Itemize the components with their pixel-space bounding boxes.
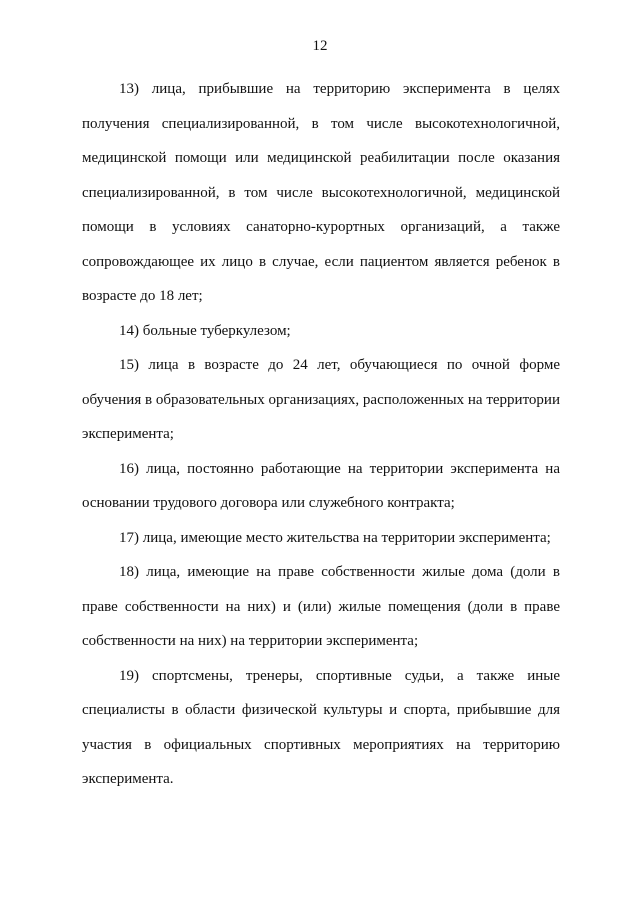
paragraph-item-19: 19) спортсмены, тренеры, спортивные судьи, а также иные специалисты в области физической культуры и спорта, прибывшие для участия в официальных спортивных мероприятиях на территорию эксперимента. xyxy=(82,667,560,787)
paragraph-item-16: 16) лица, постоянно работающие на территории эксперимента на основании трудового договора или служебного контракта; xyxy=(82,460,560,511)
paragraph-item-15: 15) лица в возрасте до 24 лет, обучающиеся по очной форме обучения в образовательных организациях, расположенных на территории эксперимента; xyxy=(82,357,560,442)
paragraph-item-14: 14) больные туберкулезом; xyxy=(119,322,291,339)
document-body xyxy=(82,72,560,797)
page-number: 12 xyxy=(312,38,328,54)
paragraph-item-13: 13) лица, прибывшие на территорию эксперимента в целях получения специализированной, в том числе высокотехнологичной, медицинской помощи или медицинской реабилитации после оказания специализированной, в том числе высокотехнологичной, медицинской помощи в условиях санаторно-курортных организаций, а также сопровождающее их лицо в случае, если пациентом является ребенок в возрасте до 18 лет; xyxy=(82,81,560,304)
paragraph-item-18: 18) лица, имеющие на праве собственности жилые дома (доли в праве собственности на них) и (или) жилые помещения (доли в праве собственности на них) на территории эксперимента; xyxy=(82,564,560,649)
paragraph-item-17: 17) лица, имеющие место жительства на территории эксперимента; xyxy=(119,529,551,546)
